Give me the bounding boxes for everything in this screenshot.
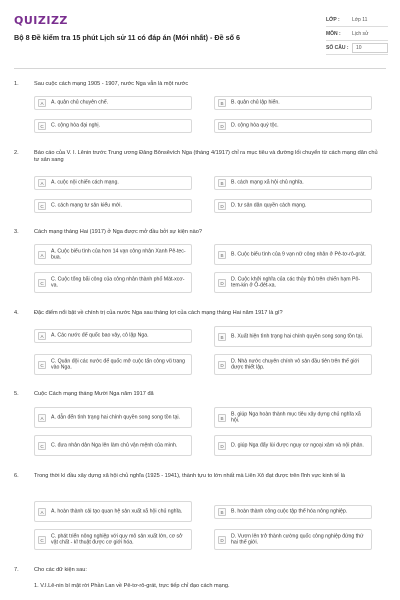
option-d[interactable] <box>214 435 372 456</box>
option-a[interactable] <box>34 501 192 522</box>
option-b[interactable] <box>214 326 372 347</box>
question-text: Cách mạng tháng Hai (1917) ở Nga được mở đầu bởi sự kiện nào? <box>34 229 202 235</box>
question-number: 3. <box>14 229 19 235</box>
option-a[interactable] <box>34 407 192 428</box>
option-text: D. Vươn lên trở thành cường quốc công nghiệp đứng thứ hai thế giới. <box>231 532 364 546</box>
option-c[interactable] <box>34 529 192 550</box>
option-text: A. quân chủ chuyên chế. <box>51 99 109 106</box>
question-number: 6. <box>14 473 19 479</box>
option-b[interactable] <box>214 176 372 190</box>
question-number: 4. <box>14 310 19 316</box>
option-text: A. Các nước đế quốc bao vây, cô lập Nga. <box>51 332 149 339</box>
option-letter: A <box>38 179 46 187</box>
option-letter: C <box>38 361 46 369</box>
option-letter: D <box>218 442 226 450</box>
option-text: B. Cuộc biểu tình của 9 vạn nữ công nhân ở Pê-tơ-rô-grát. <box>231 251 366 258</box>
option-text: C. Cuộc tổng bãi công của công nhân thành phố Mát-xcơ-va. <box>51 275 185 289</box>
option-letter: C <box>38 279 46 287</box>
question-number: 2. <box>14 150 19 156</box>
option-text: A. cuộc nội chiến cách mạng. <box>51 179 119 186</box>
option-a[interactable] <box>34 329 192 343</box>
meta-row-class <box>326 13 388 27</box>
option-c[interactable] <box>34 199 192 213</box>
option-text: A. Cuộc biểu tình của hơn 14 vạn công nhân Xanh Pê-tec-bua. <box>51 247 186 261</box>
option-b[interactable] <box>214 244 372 265</box>
option-text: C. đưa nhân dân Nga lên làm chủ vận mệnh của mình. <box>51 442 178 449</box>
option-letter: B <box>218 179 226 187</box>
option-letter: B <box>218 508 226 516</box>
option-c[interactable] <box>34 119 192 133</box>
option-c[interactable] <box>34 435 192 456</box>
option-letter: A <box>38 414 46 422</box>
option-d[interactable] <box>214 529 372 550</box>
meta-key: SỐ CÂU : <box>326 44 349 51</box>
option-letter: A <box>38 508 46 516</box>
option-c[interactable] <box>34 354 192 375</box>
option-text: C. Quân đội các nước đế quốc mở cuộc tấn công vũ trang vào Nga. <box>51 357 185 371</box>
option-letter: C <box>38 202 46 210</box>
option-b[interactable] <box>214 407 372 428</box>
option-text: C. phát triển nông nghiệp với quy mô sản xuất lớn, cơ sở vật chất - kĩ thuật được cơ giới hóa. <box>51 532 183 546</box>
option-c[interactable] <box>34 272 192 293</box>
option-text: C. cách mạng tư sản kiểu mới. <box>51 202 122 209</box>
question-text: Báo cáo của V. I. Lênin trước Trung ương Đảng Bônsêvích Nga (tháng 4/1917) chỉ ra mục tiêu và đường lối chuyển từ cách mạng dân chủ tư sản sang <box>34 150 378 164</box>
option-letter: A <box>38 99 46 107</box>
option-d[interactable] <box>214 119 372 133</box>
option-b[interactable] <box>214 505 372 519</box>
option-letter: B <box>218 414 226 422</box>
option-letter: D <box>218 202 226 210</box>
question-number: 7. <box>14 567 19 573</box>
option-b[interactable] <box>214 96 372 110</box>
meta-key: MÔN : <box>326 30 341 37</box>
option-text: A. dẫn đến tình trạng hai chính quyền song song tồn tại. <box>51 414 180 421</box>
option-letter: D <box>218 536 226 544</box>
meta-key: LỚP : <box>326 16 340 23</box>
question-number: 5. <box>14 391 19 397</box>
meta-value: 10 <box>352 43 388 53</box>
option-text: D. tư sản dân quyền cách mạng. <box>231 202 307 209</box>
option-text: B. hoàn thành công cuộc tập thể hóa nông nghiệp. <box>231 508 348 515</box>
option-letter: B <box>218 333 226 341</box>
option-letter: A <box>38 251 46 259</box>
meta-row-count <box>326 41 388 55</box>
page-title: Bộ 8 Đề kiểm tra 15 phút Lịch sử 11 có đáp án (Mới nhất) - Đề số 6 <box>14 33 240 42</box>
option-letter: B <box>218 99 226 107</box>
option-text: B. Xuất hiện tình trạng hai chính quyền song song tồn tại. <box>231 333 364 340</box>
option-d[interactable] <box>214 272 372 293</box>
option-text: D. Nhà nước chuyên chính vô sản đầu tiên trên thế giới được thiết lập. <box>231 357 359 371</box>
option-letter: D <box>218 361 226 369</box>
option-text: C. cộng hòa đại nghị. <box>51 122 101 129</box>
option-text: A. hoàn thành cải tạo quan hệ sản xuất xã hội chủ nghĩa. <box>51 508 183 515</box>
worksheet-header <box>0 0 400 70</box>
option-letter: C <box>38 536 46 544</box>
meta-value: Lớp 11 <box>352 16 368 23</box>
question-number: 1. <box>14 81 19 87</box>
option-text: B. cách mạng xã hội chủ nghĩa. <box>231 179 304 186</box>
question-text: Cuộc Cách mạng tháng Mười Nga năm 1917 đã <box>34 391 154 397</box>
option-a[interactable] <box>34 176 192 190</box>
option-text: D. Cuộc khởi nghĩa của các thủy thủ trên chiến hạm Pô-tem-kin ở Ô-đét-xa. <box>231 275 361 289</box>
option-a[interactable] <box>34 244 192 265</box>
meta-row-subject <box>326 27 388 41</box>
option-letter: B <box>218 251 226 259</box>
option-letter: C <box>38 442 46 450</box>
option-text: D. cộng hòa quý tộc. <box>231 122 279 129</box>
question-text: Cho các dữ kiện sau: <box>34 567 87 573</box>
option-d[interactable] <box>214 199 372 213</box>
quizizz-logo: QUIZIZZ <box>14 14 68 27</box>
option-letter: C <box>38 122 46 130</box>
question-text: Đặc điểm nổi bật về chính trị của nước Nga sau tháng lợi của cách mạng tháng Hai năm 1917 là gì? <box>34 310 283 316</box>
option-letter: A <box>38 332 46 340</box>
meta-panel <box>326 13 388 55</box>
header-divider <box>14 68 386 69</box>
question-text: Sau cuộc cách mạng 1905 - 1907, nước Nga vẫn là một nước <box>34 81 189 87</box>
option-d[interactable] <box>214 354 372 375</box>
option-text: D. giúp Nga đẩy lùi được nguy cơ ngoại xâm và nội phản. <box>231 442 364 449</box>
question-subitem: 1. V.I.Lê-nin bí mật rời Phần Lan về Pê-tơ-rô-grát, trực tiếp chỉ đạo cách mạng. <box>34 583 230 589</box>
option-text: B. quân chủ lập hiến. <box>231 99 280 106</box>
option-letter: D <box>218 279 226 287</box>
option-letter: D <box>218 122 226 130</box>
option-text: B. giúp Nga hoàn thành mục tiêu xây dựng chủ nghĩa xã hội. <box>231 410 361 424</box>
option-a[interactable] <box>34 96 192 110</box>
question-text: Trong thời kì đầu xây dựng xã hội chủ nghĩa (1925 - 1941), thành tựu to lớn nhất mà Liên Xô đạt được trên lĩnh vực kinh tế là <box>34 473 345 479</box>
meta-value: Lịch sử <box>352 30 369 37</box>
